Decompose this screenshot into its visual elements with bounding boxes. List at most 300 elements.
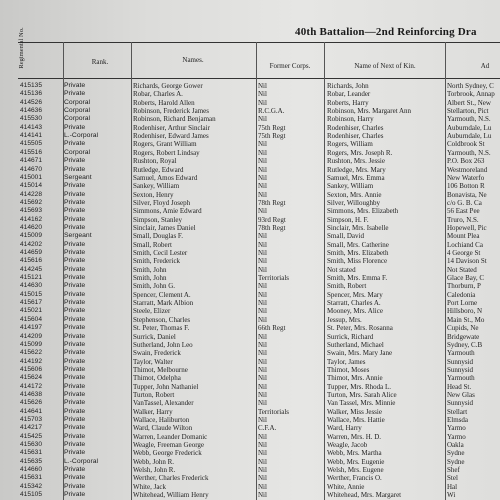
cell-kin: Mooney, Mrs. Alice (327, 307, 383, 316)
cell-corps: Nil (258, 290, 267, 299)
cell-addr: Yarmouth (447, 374, 475, 383)
cell-rank: Private (64, 315, 86, 323)
cell-kin: Welsh, Mrs. Eugene (327, 466, 384, 475)
cell-no: 415693 (20, 207, 43, 215)
cell-corps: Nil (258, 382, 267, 391)
cell-corps: Nil (258, 98, 267, 107)
cell-no: 414620 (20, 223, 43, 231)
cell-corps: Nil (258, 257, 267, 266)
cell-name: Tupper, John Nathaniel (133, 382, 199, 391)
table-row (0, 174, 500, 183)
cell-name: Sutherland, John Leo (133, 340, 193, 349)
cell-kin: Smith, Robert (327, 282, 367, 291)
cell-corps: Nil (258, 474, 267, 483)
header-former-corps: Former Corps. (269, 62, 311, 70)
cell-addr: Hopewell, Pic (447, 223, 487, 232)
cell-addr: Yarmo (447, 424, 466, 433)
cell-corps: Nil (258, 182, 267, 191)
cell-addr: Albert St., New (447, 98, 491, 107)
cell-corps: 75th Regt (258, 123, 286, 132)
cell-corps: Nil (258, 340, 267, 349)
cell-name: Smith, Frederick (133, 257, 181, 266)
cell-name: Stephenson, Charles (133, 315, 191, 324)
cell-name: Simmons, Amie Edward (133, 207, 202, 216)
cell-name: Robinson, Frederick James (133, 107, 210, 116)
table-row (0, 408, 500, 417)
cell-kin: Rutledge, Mrs. Mary (327, 165, 386, 174)
cell-addr: Bridgewate (447, 332, 480, 341)
cell-no: 415505 (20, 140, 43, 148)
cell-corps: Nil (258, 299, 267, 308)
table-row (0, 241, 500, 250)
table-row (0, 349, 500, 358)
cell-addr: Stel (447, 474, 458, 483)
cell-kin: Weagle, Jacob (327, 441, 368, 450)
cell-rank: Private (64, 374, 86, 382)
table-row (0, 182, 500, 191)
cell-corps: Territorials (258, 407, 289, 416)
cell-addr: Torbrook, Annap (447, 90, 495, 99)
cell-kin: Simpson, H. F. (327, 215, 369, 224)
cell-corps: Nil (258, 449, 267, 458)
cell-no: 415617 (20, 299, 43, 307)
cell-corps: Nil (258, 115, 267, 124)
cell-kin: Rodenhiser, Charles (327, 123, 384, 132)
cell-name: Wallace, Haliburton (133, 416, 190, 424)
cell-no: 415009 (20, 232, 43, 240)
table-row (0, 466, 500, 475)
cell-kin: Sinclair, Mrs. Isabelle (327, 223, 389, 232)
cell-rank: Private (64, 123, 86, 131)
cell-kin: Sutherland, Michael (327, 340, 384, 349)
cell-corps: Nil (258, 357, 267, 366)
cell-rank: Private (64, 474, 86, 482)
header-names: Names. (182, 56, 204, 64)
table-row (0, 140, 500, 149)
cell-corps: Nil (258, 466, 267, 475)
cell-kin: Roberts, Harry (327, 98, 369, 107)
cell-name: Robinson, Richard Benjaman (133, 115, 216, 124)
cell-addr: Yarmouth (447, 349, 475, 358)
cell-corps: Nil (258, 165, 267, 174)
cell-no: 415703 (20, 416, 43, 423)
cell-kin: Smith, Mrs. Emma F. (327, 274, 388, 283)
cell-kin: Thimot, Moses (327, 365, 370, 374)
cell-addr: Cupids, Ne (447, 324, 479, 333)
cell-corps: Nil (258, 307, 267, 316)
cell-rank: Private (64, 198, 86, 206)
cell-no: 414202 (20, 240, 43, 248)
cell-no: 414143 (20, 123, 43, 131)
cell-addr: Port Lorne (447, 299, 478, 308)
cell-name: Silver, Floyd Joseph (133, 198, 191, 207)
cell-kin: Rodenhiser, Charles (327, 132, 384, 141)
table-row (0, 491, 500, 500)
cell-addr: 4 George St (447, 249, 481, 257)
cell-kin: Small, David (327, 232, 364, 241)
cell-kin: Tupper, Mrs. Rhoda L. (327, 382, 392, 391)
cell-corps: Nil (258, 265, 267, 274)
table-row (0, 483, 500, 492)
cell-rank: Private (64, 432, 86, 440)
cell-no: 415136 (20, 90, 43, 98)
cell-no: 414659 (20, 249, 43, 256)
cell-name: Taylor, Walter (133, 357, 173, 366)
cell-no: 414660 (20, 466, 43, 474)
cell-no: 414209 (20, 332, 43, 340)
table-row (0, 132, 500, 141)
cell-addr: Hillsboro, N (447, 307, 482, 316)
cell-addr: Yarmouth, N.S. (447, 148, 491, 157)
cell-no: 415635 (20, 457, 43, 465)
cell-no: 414141 (20, 132, 43, 140)
cell-addr: Not Stated (447, 265, 477, 274)
cell-no: 415135 (20, 82, 43, 89)
cell-no: 415099 (20, 340, 43, 348)
cell-name: Warren, Leander Domanic (133, 432, 208, 441)
cell-kin: Van Tassel, Mrs. Minnie (327, 399, 396, 408)
table-row (0, 199, 500, 208)
cell-addr: 14 Davison St (447, 257, 487, 266)
cell-name: Surrick, Daniel (133, 332, 176, 341)
cell-corps: Nil (258, 82, 267, 90)
cell-corps: Nil (258, 157, 267, 166)
cell-name: Smith, John (133, 274, 167, 283)
cell-no: 414172 (20, 382, 43, 390)
cell-addr: Sydney, C.B (447, 340, 483, 349)
cell-rank: Private (64, 182, 86, 190)
cell-addr: 106 Botton R (447, 182, 485, 191)
cell-kin: Jessup, Mrs. (327, 315, 362, 324)
cell-addr: Lochiand Ca (447, 240, 483, 249)
table-row (0, 266, 500, 275)
cell-rank: Private (64, 482, 86, 490)
cell-kin: Ward, Harry (327, 424, 362, 433)
cell-name: Sankey, William (133, 182, 180, 191)
cell-name: Rutledge, Edward (133, 165, 184, 174)
table-row (0, 366, 500, 375)
cell-name: Turton, Robert (133, 390, 175, 399)
cell-name: Rogers, Robert Lindsay (133, 148, 200, 157)
cell-kin: Rogers, Mrs. Joseph R. (327, 148, 393, 157)
cell-name: Samuel, Amos Edward (133, 173, 198, 182)
cell-name: Ward, Claude Wilton (133, 424, 193, 433)
header-address: Ad (480, 62, 490, 70)
cell-addr: Wi (447, 491, 456, 500)
table-row (0, 191, 500, 200)
table-row (0, 82, 500, 91)
cell-corps: 75th Regt (258, 132, 286, 141)
cell-rank: Private (64, 307, 86, 315)
cell-corps: Nil (258, 416, 267, 424)
cell-name: Thimot, Melbourne (133, 365, 188, 374)
cell-kin: Samuel, Mrs. Emma (327, 173, 385, 182)
cell-kin: Silver, Willoughby (327, 198, 380, 207)
cell-rank: Private (64, 157, 86, 165)
cell-rank: Private (64, 365, 86, 373)
cell-no: 415606 (20, 365, 43, 373)
cell-name: Swain, Frederick (133, 349, 181, 358)
cell-name: Simpson, Stanley (133, 215, 183, 224)
cell-rank: Private (64, 274, 86, 282)
cell-addr: Yarmouth, N.S. (447, 115, 491, 124)
cell-kin: Werther, Francis O. (327, 474, 382, 483)
cell-rank: Private (64, 466, 86, 474)
cell-kin: Starratt, Charles A. (327, 299, 381, 308)
cell-rank: L.-Corporal (64, 457, 98, 465)
cell-no: 414197 (20, 324, 43, 332)
cell-no: 415692 (20, 198, 43, 206)
cell-corps: Nil (258, 140, 267, 149)
cell-rank: Corporal (64, 148, 91, 156)
cell-name: Rogers, Grant William (133, 140, 197, 149)
table-row (0, 257, 500, 266)
cell-name: Spencer, Clement A. (133, 290, 191, 299)
cell-rank: Private (64, 215, 86, 223)
roster-table (0, 82, 500, 500)
cell-rank: Private (64, 441, 86, 449)
cell-corps: C.F.A. (258, 424, 277, 433)
cell-no: 415121 (20, 274, 43, 282)
cell-rank: Sergeant (64, 232, 92, 240)
table-row (0, 449, 500, 458)
cell-no: 415516 (20, 148, 43, 156)
cell-no: 414217 (20, 424, 43, 432)
cell-no: 414228 (20, 190, 43, 198)
cell-addr: Caledonia (447, 290, 476, 299)
cell-corps: Nil (258, 148, 267, 157)
cell-no: 415105 (20, 491, 43, 499)
cell-rank: Private (64, 290, 86, 298)
cell-addr: Bonavista, Ne (447, 190, 487, 199)
cell-corps: Nil (258, 365, 267, 374)
cell-name: Smith, John G. (133, 282, 176, 291)
table-row (0, 424, 500, 433)
cell-kin: Webb, Mrs. Eugenie (327, 457, 385, 466)
cell-addr: Yarmo (447, 432, 466, 441)
cell-corps: Nil (258, 315, 267, 324)
table-row (0, 299, 500, 308)
cell-name: Small, Douglas F. (133, 232, 183, 241)
header-rank: Rank. (91, 58, 109, 66)
table-row (0, 458, 500, 467)
cell-kin: Richards, John (327, 82, 369, 90)
cell-name: Walker, Harry (133, 407, 173, 416)
table-row (0, 316, 500, 325)
cell-no: 415530 (20, 115, 43, 123)
cell-corps: Nil (258, 207, 267, 216)
cell-addr: Sunnysid (447, 357, 474, 366)
cell-no: 415631 (20, 474, 43, 482)
header-next-of-kin: Name of Next of Kin. (354, 62, 416, 70)
cell-no: 414192 (20, 357, 43, 365)
cell-corps: 66th Regt (258, 324, 286, 333)
table-row (0, 157, 500, 166)
cell-no: 415014 (20, 182, 43, 190)
cell-corps: 93rd Regt (258, 215, 286, 224)
table-row (0, 166, 500, 175)
cell-no: 415616 (20, 257, 43, 265)
cell-kin: Rogers, William (327, 140, 373, 149)
cell-name: Webb, George Frederick (133, 449, 202, 458)
table-row (0, 391, 500, 400)
cell-rank: Private (64, 491, 86, 499)
cell-no: 414638 (20, 390, 43, 398)
cell-addr: Glace Bay, C (447, 274, 485, 283)
cell-kin: Taylor, James (327, 357, 366, 366)
cell-corps: Nil (258, 399, 267, 408)
cell-kin: Robinson, Harry (327, 115, 374, 124)
cell-no: 415631 (20, 449, 43, 457)
cell-rank: Private (64, 416, 86, 423)
table-row (0, 333, 500, 342)
cell-name: Whitehead, William Henry (133, 491, 209, 500)
table-row (0, 124, 500, 133)
cell-no: 414245 (20, 265, 43, 273)
cell-rank: Private (64, 249, 86, 256)
cell-kin: Smith, Mrs. Elizabeth (327, 249, 389, 257)
cell-name: Thimot, Odelpha (133, 374, 181, 383)
header-top-rule (18, 42, 500, 43)
cell-no: 415604 (20, 315, 43, 323)
document-title: 40th Battalion—2nd Reinforcing Dra (295, 26, 477, 38)
header-regimental-no: Regimental No. (18, 27, 25, 69)
cell-addr: Sydne (447, 457, 465, 466)
cell-rank: Private (64, 324, 86, 332)
cell-no: 415626 (20, 399, 43, 407)
cell-name: Small, Robert (133, 240, 172, 249)
cell-rank: Private (64, 223, 86, 231)
cell-addr: Shef (447, 466, 460, 475)
cell-kin: Warren, Mrs. H. D. (327, 432, 382, 441)
cell-rank: Private (64, 240, 86, 248)
cell-kin: Surrick, Richard (327, 332, 374, 341)
cell-rank: Private (64, 299, 86, 307)
cell-corps: 78th Regt (258, 223, 286, 232)
table-row (0, 374, 500, 383)
cell-addr: Hal (447, 482, 458, 491)
cell-rank: Private (64, 257, 86, 265)
table-row (0, 107, 500, 116)
cell-addr: 56 East Pee (447, 207, 480, 216)
table-row (0, 383, 500, 392)
cell-corps: Nil (258, 249, 267, 257)
cell-corps: Nil (258, 190, 267, 199)
table-row (0, 224, 500, 233)
cell-kin: White, Annie (327, 482, 365, 491)
cell-kin: Wallace, Mrs. Hattie (327, 416, 385, 424)
cell-name: Robar, Charles A. (133, 90, 183, 99)
cell-name: White, Jack (133, 482, 167, 491)
cell-name: Roberts, Harold Allen (133, 98, 195, 107)
cell-corps: Nil (258, 432, 267, 441)
cell-addr: Sydne (447, 449, 465, 458)
cell-name: Welsh, John R. (133, 466, 176, 475)
table-row (0, 90, 500, 99)
cell-addr: Sunnysid (447, 365, 474, 374)
cell-rank: Private (64, 82, 86, 89)
cell-addr: North Sydney, C (447, 82, 494, 90)
cell-addr: Main St., Mo (447, 315, 485, 324)
table-row (0, 99, 500, 108)
cell-no: 414162 (20, 215, 43, 223)
cell-addr: Stellarton, Pict (447, 107, 489, 116)
cell-corps: Nil (258, 482, 267, 491)
cell-name: Rodenhiser, Edward James (133, 132, 209, 141)
cell-no: 415021 (20, 307, 43, 315)
cell-name: Richards, George Gower (133, 82, 203, 90)
cell-kin: Turton, Mrs. Sarah Alice (327, 390, 397, 399)
cell-rank: Sergeant (64, 173, 92, 181)
cell-name: Starratt, Mark Albion (133, 299, 194, 308)
cell-no: 414636 (20, 107, 43, 115)
cell-no: 415342 (20, 482, 43, 490)
cell-addr: Auburndale, Lu (447, 132, 492, 141)
cell-rank: Private (64, 399, 86, 407)
table-row (0, 149, 500, 158)
cell-kin: Not stated (327, 265, 356, 274)
cell-kin: Thimot, Mrs. Annie (327, 374, 383, 383)
cell-addr: Sunnysid (447, 399, 474, 408)
cell-name: Smith, Cecil Lester (133, 249, 188, 257)
cell-name: Rodenhiser, Arthur Sinclair (133, 123, 210, 132)
cell-rank: Private (64, 90, 86, 98)
cell-kin: Smith, Miss Florence (327, 257, 388, 266)
table-row (0, 399, 500, 408)
cell-no: 415425 (20, 432, 43, 440)
cell-name: Weagle, Freeman George (133, 441, 205, 450)
cell-kin: Simmons, Mrs. Elizabeth (327, 207, 399, 216)
cell-corps: Nil (258, 491, 267, 500)
table-row (0, 441, 500, 450)
cell-kin: Webb, Mrs. Martha (327, 449, 382, 458)
cell-kin: Robar, Leander (327, 90, 371, 99)
cell-name: St. Peter, Thomas F. (133, 324, 190, 333)
cell-name: Steele, Elizer (133, 307, 171, 316)
cell-kin: Sexton, Mrs. Annie (327, 190, 382, 199)
cell-addr: Thorburn, P (447, 282, 481, 291)
cell-rank: Private (64, 207, 86, 215)
cell-rank: Private (64, 165, 86, 173)
table-row (0, 358, 500, 367)
cell-corps: Nil (258, 240, 267, 249)
cell-rank: Private (64, 382, 86, 390)
cell-addr: Westmoreland (447, 165, 488, 174)
cell-corps: Nil (258, 390, 267, 399)
cell-name: VanTassel, Alexander (133, 399, 194, 408)
cell-corps: Nil (258, 349, 267, 358)
cell-name: Rushton, Royal (133, 157, 177, 166)
cell-corps: Nil (258, 374, 267, 383)
table-row (0, 274, 500, 283)
table-row (0, 232, 500, 241)
cell-corps: Nil (258, 441, 267, 450)
cell-no: 414526 (20, 98, 43, 106)
table-row (0, 474, 500, 483)
cell-rank: Corporal (64, 98, 91, 106)
table-row (0, 324, 500, 333)
cell-kin: Whitehead, Mrs. Margaret (327, 491, 402, 500)
cell-rank: Private (64, 407, 86, 415)
cell-rank: Private (64, 265, 86, 273)
table-row (0, 341, 500, 350)
cell-no: 415622 (20, 349, 43, 357)
cell-rank: Private (64, 424, 86, 432)
cell-rank: Private (64, 357, 86, 365)
cell-kin: Sankey, William (327, 182, 374, 191)
cell-no: 414630 (20, 282, 43, 290)
table-row (0, 282, 500, 291)
